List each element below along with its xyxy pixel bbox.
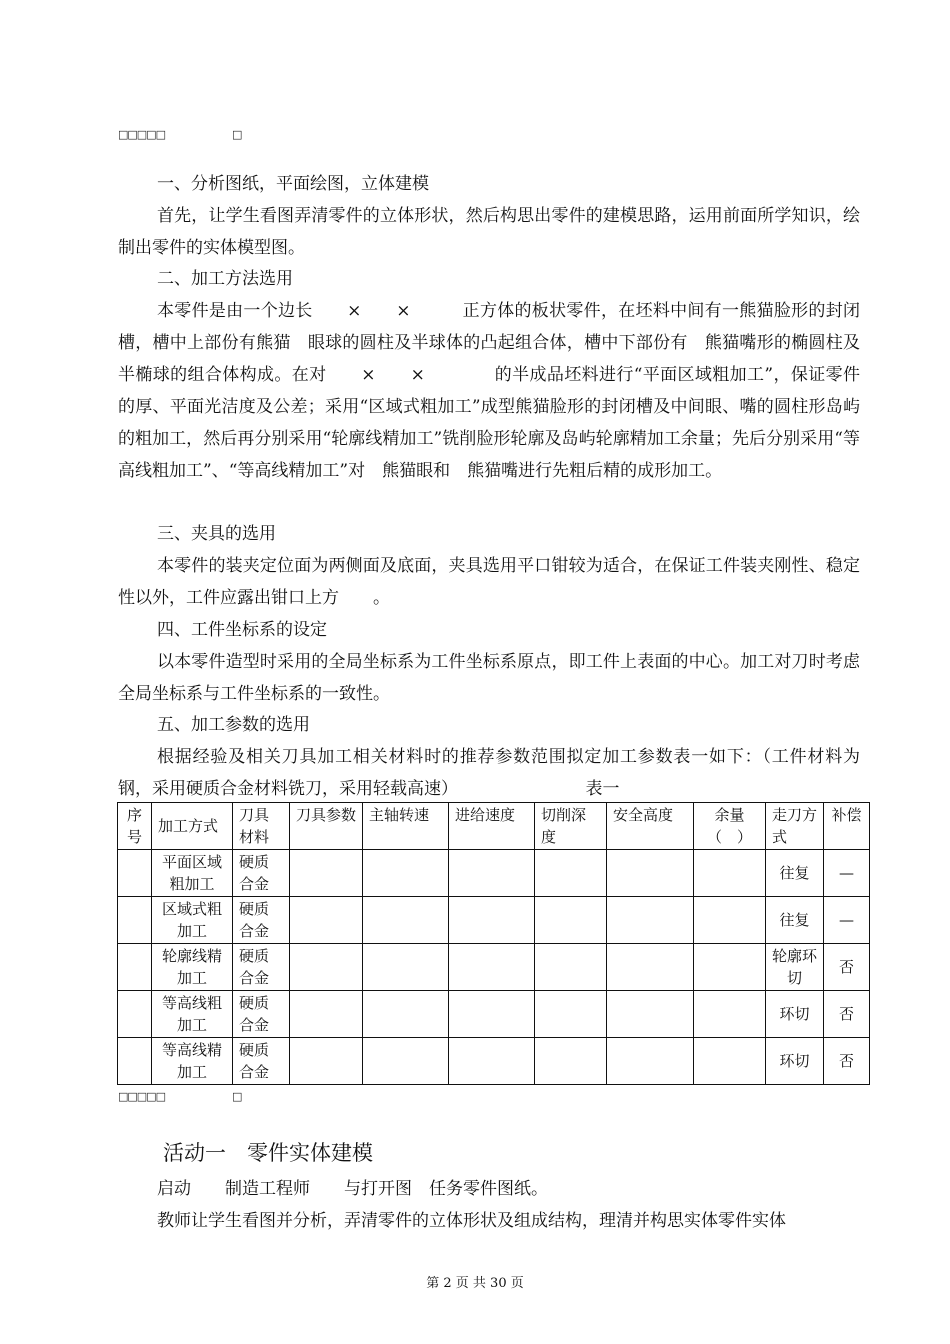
table-row: [118, 991, 870, 1038]
table-row: [118, 944, 870, 991]
header-allowance: 余量（ ）: [694, 803, 766, 850]
placeholder-boxes: □□□□□: [118, 128, 165, 141]
section-5-body: 根据经验及相关刀具加工相关材料时的推荐参数范围拟定加工参数表一如下：（工件材料为 钢，采用硬质合金材料铣刀，采用轻载高速） 表一: [118, 747, 877, 799]
cell-seq: [118, 991, 152, 1038]
cell-spindle: [363, 991, 449, 1038]
section-1-body: 首先，让学生看图弄清零件的立体形状，然后构思出零件的建模思路，运用前面所学知识，绘制出零件的实体模型图。: [118, 206, 860, 258]
cell-safe-height: [607, 897, 694, 944]
placeholder-glyph: □: [232, 128, 242, 141]
section-3-body: 本零件的装夹定位面为两侧面及底面，夹具选用平口钳较为适合，在保证工件装夹刚性、稳定性以外，工件应露出钳口上方 。: [118, 556, 860, 608]
placeholder-boxes: □□□□□: [118, 1090, 165, 1103]
activity-line-2: 教师让学生看图并分析，弄清零件的立体形状及组成结构，理清并构思实体零件实体: [157, 1211, 786, 1231]
section-4-body: 以本零件造型时采用的全局坐标系为工件坐标系原点，即工件上表面的中心。加工对刀时考虑全局坐标系与工件坐标系的一致性。: [118, 652, 860, 704]
section-2-body: 本零件是由一个边长 × × 正方体的板状零件，在坯料中间有一熊猫脸形的封闭槽，槽中上部份有熊猫 眼球的圆柱及半球体的凸起组合体，槽中下部份有 熊猫嘴形的椭圆柱及半椭球的组合体构成。在对 × × 的半成品坯料进行“平面区域粗加工”，保证零件 的厚、平面光洁度及公差；采用“区域式粗加工”成型熊猫脸形的封闭槽及中间眼、嘴的圆柱形岛屿的粗加工，然后再分别采用“轮廓线精加工”铣削脸形轮廓及岛屿轮廓精加工余量；先后分别采用“等高线粗加工”、“等高线精加工”对 熊猫眼和 熊猫嘴进行先粗后精的成形加工。: [118, 301, 911, 481]
cell-spindle: [363, 850, 449, 897]
cell-params: [290, 991, 363, 1038]
cell-material: 硬质合金: [233, 850, 290, 897]
cell-feed: [449, 850, 535, 897]
cell-compensation: 否: [824, 991, 870, 1038]
cell-spindle: [363, 897, 449, 944]
cell-safe-height: [607, 944, 694, 991]
cell-material: 硬质合金: [233, 897, 290, 944]
section-1-title: 一、分析图纸，平面绘图，立体建模: [157, 174, 429, 194]
cell-feed: [449, 1038, 535, 1085]
cell-allowance: [694, 897, 766, 944]
section-2-title: 二、加工方法选用: [157, 269, 293, 289]
activity-line-1: 启动 制造工程师 与打开图 任务零件图纸。: [157, 1179, 548, 1199]
header-tool-params: 刀具参数: [290, 803, 363, 850]
table-row: [118, 850, 870, 897]
placeholder-glyph: □: [232, 1090, 242, 1103]
cell-allowance: [694, 850, 766, 897]
page-footer: 第 2 页 共 30 页: [426, 1276, 524, 1291]
cell-tool-path: 环切: [766, 1038, 824, 1085]
section-5-title: 五、加工参数的选用: [157, 715, 310, 735]
cell-compensation: —: [824, 850, 870, 897]
table-row: [118, 1038, 870, 1085]
cell-tool-path: 环切: [766, 991, 824, 1038]
header-method: 加工方式: [152, 803, 233, 850]
section-3-title: 三、夹具的选用: [157, 524, 276, 544]
cell-safe-height: [607, 991, 694, 1038]
cell-depth: [535, 944, 607, 991]
cell-depth: [535, 1038, 607, 1085]
cell-tool-path: 往复: [766, 897, 824, 944]
cell-depth: [535, 850, 607, 897]
activity-title: 活动一 零件实体建模: [163, 1141, 373, 1165]
table-row: [118, 897, 870, 944]
cell-method: 轮廓线精加工: [152, 944, 233, 991]
table-header-row: [118, 803, 870, 850]
machining-params-table: [117, 802, 870, 1085]
cell-method: 等高线粗加工: [152, 991, 233, 1038]
header-safe-height: 安全高度: [607, 803, 694, 850]
cell-depth: [535, 897, 607, 944]
cell-material: 硬质合金: [233, 1038, 290, 1085]
cell-compensation: 否: [824, 1038, 870, 1085]
cell-compensation: 否: [824, 944, 870, 991]
cell-feed: [449, 944, 535, 991]
header-tool-material: 刀具材料: [233, 803, 290, 850]
cell-params: [290, 897, 363, 944]
cell-seq: [118, 944, 152, 991]
cell-compensation: —: [824, 897, 870, 944]
cell-tool-path: 轮廓环切: [766, 944, 824, 991]
header-tool-path: 走刀方式: [766, 803, 824, 850]
cell-material: 硬质合金: [233, 991, 290, 1038]
cell-params: [290, 944, 363, 991]
header-feed-rate: 进给速度: [449, 803, 535, 850]
cell-params: [290, 1038, 363, 1085]
cell-safe-height: [607, 1038, 694, 1085]
cell-method: 区域式粗加工: [152, 897, 233, 944]
header-spindle-speed: 主轴转速: [363, 803, 449, 850]
cell-spindle: [363, 1038, 449, 1085]
cell-spindle: [363, 944, 449, 991]
cell-seq: [118, 897, 152, 944]
cell-safe-height: [607, 850, 694, 897]
cell-depth: [535, 991, 607, 1038]
cell-seq: [118, 850, 152, 897]
cell-allowance: [694, 991, 766, 1038]
cell-seq: [118, 1038, 152, 1085]
cell-params: [290, 850, 363, 897]
header-cut-depth: 切削深度: [535, 803, 607, 850]
header-seq: 序号: [118, 803, 152, 850]
cell-method: 平面区域粗加工: [152, 850, 233, 897]
cell-method: 等高线精加工: [152, 1038, 233, 1085]
cell-material: 硬质合金: [233, 944, 290, 991]
cell-allowance: [694, 944, 766, 991]
cell-allowance: [694, 1038, 766, 1085]
section-4-title: 四、工件坐标系的设定: [157, 620, 327, 640]
cell-tool-path: 往复: [766, 850, 824, 897]
header-compensation: 补偿: [824, 803, 870, 850]
cell-feed: [449, 991, 535, 1038]
cell-feed: [449, 897, 535, 944]
